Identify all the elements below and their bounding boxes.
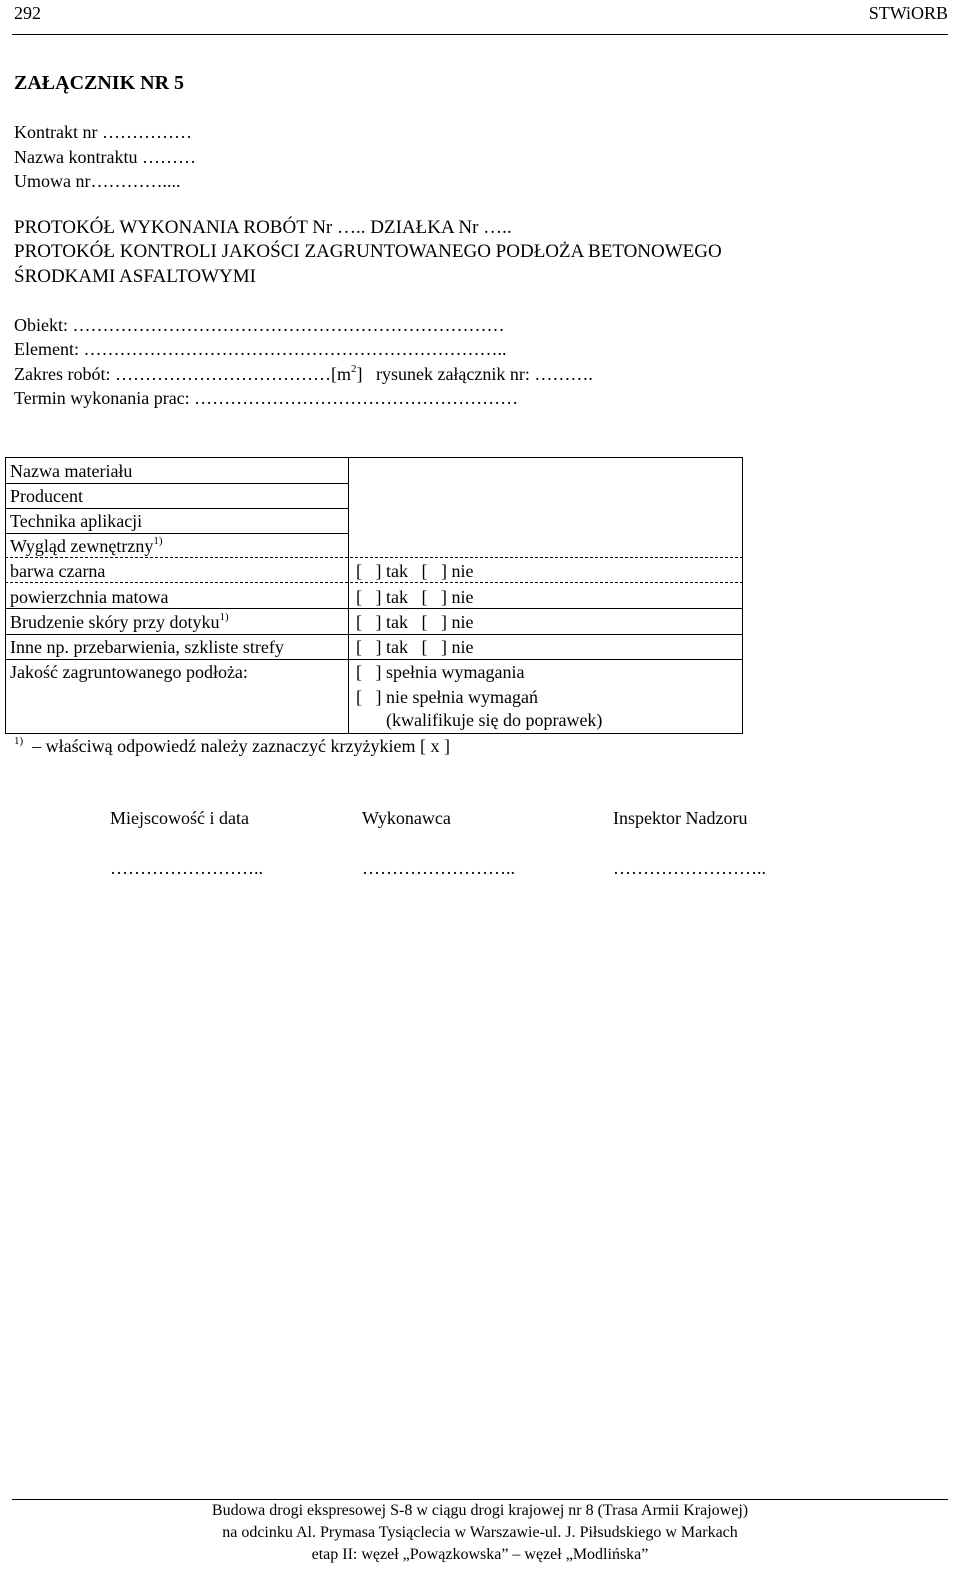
protocol-title-1: PROTOKÓŁ WYKONANIA ROBÓT Nr ….. DZIAŁKA Nr ….. — [14, 217, 512, 238]
table-row-divider — [5, 634, 743, 635]
producer-label: Producent — [10, 486, 83, 506]
place-date-label: Miejscowość i data — [110, 808, 249, 828]
object-field: Obiekt: ……………………………………………………………… — [14, 315, 505, 335]
inspector-signature-line: …………………….. — [613, 858, 766, 878]
footnote-marker: 1) — [14, 735, 24, 747]
row-black-color-label: barwa czarna — [10, 561, 106, 581]
footer-line-1: Budowa drogi ekspresowej S-8 w ciągu drogi krajowej nr 8 (Trasa Armii Krajowej) — [211, 1502, 749, 1519]
scope-suffix: ] rysunek załącznik nr: ………. — [356, 364, 593, 384]
agreement-number: Umowa nr………….... — [14, 171, 181, 191]
scope-field — [14, 364, 593, 385]
deadline-field: Termin wykonania prac: ……………………………………………… — [14, 388, 519, 408]
table-column-divider — [348, 457, 349, 734]
contractor-signature-line: …………………….. — [362, 858, 515, 878]
row-matte-surface-options: [ ] tak [ ] nie — [356, 587, 474, 607]
protocol-title-2: PROTOKÓŁ KONTROLI JAKOŚCI ZAGRUNTOWANEGO PODŁOŻA BETONOWEGO — [14, 241, 722, 262]
footer-divider — [12, 1499, 948, 1500]
contract-number: Kontrakt nr …………… — [14, 122, 192, 142]
annex-title: ZAŁĄCZNIK NR 5 — [14, 72, 185, 94]
row-other-options: [ ] tak [ ] nie — [356, 637, 474, 657]
skin-staining-text: Brudzenie skóry przy dotyku — [10, 612, 220, 632]
row-skin-staining-label — [10, 612, 229, 633]
row-other-label: Inne np. przebarwienia, szkliste strefy — [10, 637, 284, 657]
application-technique-label: Technika aplikacji — [10, 511, 143, 531]
footer-line-2: na odcinku Al. Prymasa Tysiąclecia w Warszawie-ul. J. Piłsudskiego w Markach — [222, 1524, 738, 1541]
place-date-signature-line: …………………….. — [110, 858, 263, 878]
row-skin-staining-options: [ ] tak [ ] nie — [356, 612, 474, 632]
scope-superscript: 2 — [350, 363, 357, 375]
inspector-label: Inspektor Nadzoru — [613, 808, 748, 828]
skin-staining-footnote-marker: 1) — [219, 611, 229, 623]
appearance-label — [10, 536, 163, 557]
table-row-divider — [5, 533, 348, 534]
contractor-label: Wykonawca — [362, 808, 451, 828]
protocol-title-3: ŚRODKAMI ASFALTOWYMI — [14, 266, 256, 287]
element-field: Element: …………………………………………………………….. — [14, 339, 507, 359]
material-name-label: Nazwa materiału — [10, 461, 133, 481]
header-divider — [12, 34, 948, 35]
page-number: 292 — [14, 3, 41, 23]
appearance-footnote-marker: 1) — [153, 535, 163, 547]
specification-series: STWiORB — [868, 3, 948, 23]
quality-option-meets: [ ] spełnia wymagania — [356, 662, 525, 682]
table-row-divider — [5, 659, 743, 660]
table-row-divider — [5, 508, 348, 509]
contract-name: Nazwa kontraktu ……… — [14, 147, 196, 167]
footnote-text: – właściwą odpowiedź należy zaznaczyć krzyżykiem [ x ] — [23, 736, 450, 756]
row-black-color-options: [ ] tak [ ] nie — [356, 561, 474, 581]
scope-prefix: Zakres robót: ………………………………[m — [14, 364, 351, 384]
footnote — [14, 736, 450, 757]
footer-line-3: etap II: węzeł „Powązkowska” – węzeł „Modlińska” — [311, 1546, 649, 1563]
table-row-divider — [5, 608, 743, 609]
appearance-text: Wygląd zewnętrzny — [10, 536, 154, 556]
quality-label: Jakość zagruntowanego podłoża: — [10, 662, 248, 682]
row-matte-surface-label: powierzchnia matowa — [10, 587, 169, 607]
quality-note: (kwalifikuje się do poprawek) — [386, 710, 603, 730]
table-row-divider — [5, 483, 348, 484]
table-dashed-divider — [5, 557, 743, 558]
table-dashed-divider — [5, 582, 743, 583]
quality-option-fails: [ ] nie spełnia wymagań — [356, 687, 538, 707]
